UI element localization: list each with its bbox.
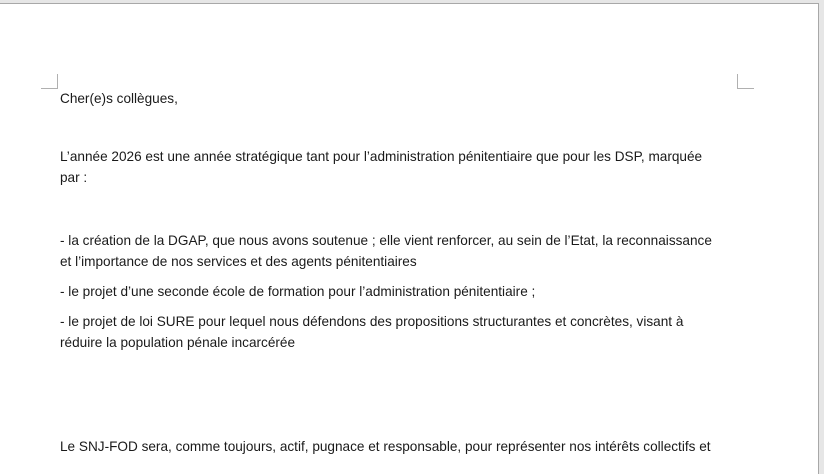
bullet-line: - la création de la DGAP, que nous avons soutenue ; elle vient renforcer, au sein de l’Etat, la reconnaissance bbox=[60, 233, 712, 248]
bullet-line: réduire la population pénale incarcérée bbox=[60, 335, 296, 350]
margin-corner-mark-left bbox=[41, 74, 58, 89]
closing-paragraph-line: Le SNJ-FOD sera, comme toujours, actif, pugnace et responsable, pour représenter nos intérêts collectifs et bbox=[60, 439, 711, 454]
document-page[interactable] bbox=[0, 3, 819, 474]
margin-corner-mark-right bbox=[737, 74, 754, 89]
intro-paragraph-line: L’année 2026 est une année stratégique tant pour l’administration pénitentiaire que pour les DSP, marquée bbox=[60, 149, 703, 164]
bullet-line: et l’importance de nos services et des agents pénitentiaires bbox=[60, 254, 417, 269]
intro-paragraph-line: par : bbox=[60, 170, 88, 185]
greeting-text: Cher(e)s collègues, bbox=[60, 91, 178, 106]
bullet-line: - le projet d’une seconde école de formation pour l’administration pénitentiaire ; bbox=[60, 284, 536, 299]
bullet-line: - le projet de loi SURE pour lequel nous défendons des propositions structurantes et concrètes, visant à bbox=[60, 314, 684, 329]
